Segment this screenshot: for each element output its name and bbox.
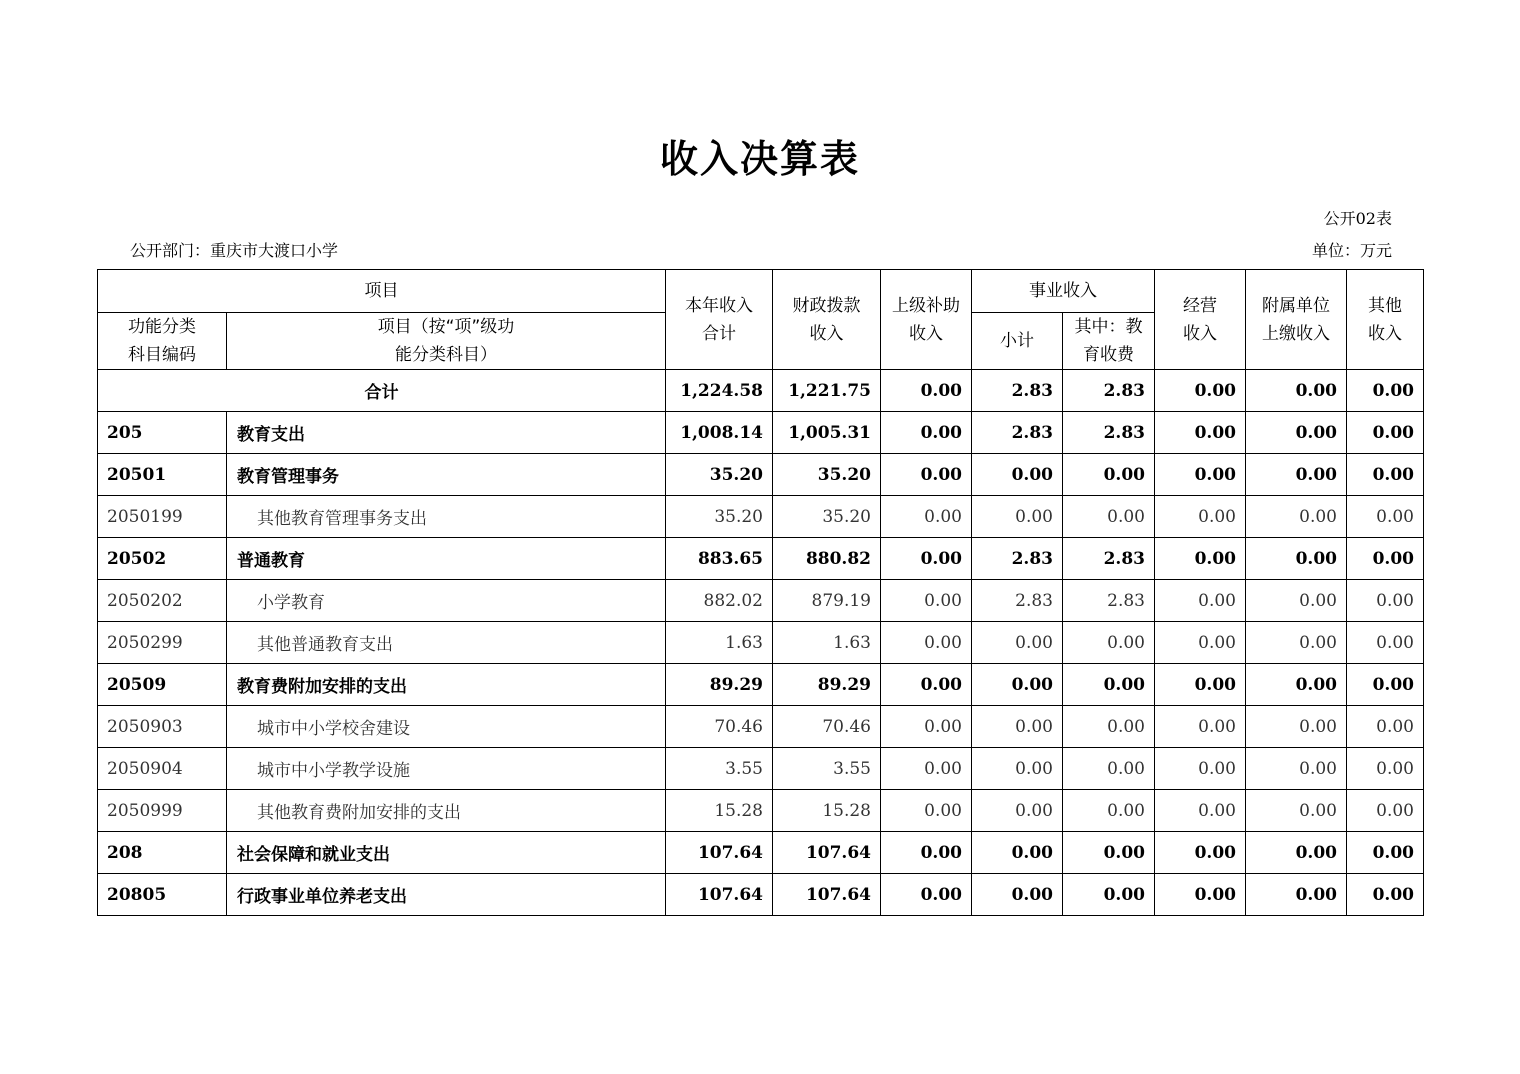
row-value: 0.00 — [1246, 496, 1347, 538]
row-value: 0.00 — [1246, 832, 1347, 874]
row-value: 2.83 — [1063, 412, 1155, 454]
row-value: 0.00 — [1347, 706, 1424, 748]
row-value: 15.28 — [666, 790, 773, 832]
row-code: 20502 — [98, 538, 227, 580]
row-value: 2.83 — [1063, 580, 1155, 622]
row-value: 2.83 — [972, 580, 1063, 622]
header-total — [666, 270, 773, 370]
row-value: 0.00 — [1063, 622, 1155, 664]
table-row — [98, 622, 1424, 664]
page-title: 收入决算表 — [659, 137, 860, 181]
header-superior — [881, 270, 972, 370]
header-business-group: 事业收入 — [972, 270, 1155, 313]
row-code: 2050202 — [98, 580, 227, 622]
row-value: 0.00 — [972, 496, 1063, 538]
row-value: 0.00 — [1155, 832, 1246, 874]
row-value: 0.00 — [972, 874, 1063, 916]
row-value: 0.00 — [881, 496, 972, 538]
total-cell: 0.00 — [1347, 370, 1424, 412]
header-name — [227, 313, 666, 370]
row-value: 0.00 — [1246, 454, 1347, 496]
row-value: 0.00 — [1155, 664, 1246, 706]
row-name: 小学教育 — [227, 580, 666, 622]
row-value: 882.02 — [666, 580, 773, 622]
row-value: 1,008.14 — [666, 412, 773, 454]
row-code: 208 — [98, 832, 227, 874]
row-value: 0.00 — [1155, 748, 1246, 790]
header-fiscal-text: 财政拨款收入 — [792, 295, 861, 344]
row-value: 0.00 — [1155, 622, 1246, 664]
row-value: 0.00 — [1155, 706, 1246, 748]
header-superior-text: 上级补助收入 — [891, 295, 960, 344]
row-value: 0.00 — [972, 454, 1063, 496]
row-code: 205 — [98, 412, 227, 454]
header-business-edu-text: 其中：教育收费 — [1074, 317, 1143, 365]
table-row — [98, 706, 1424, 748]
row-value: 0.00 — [972, 832, 1063, 874]
row-name: 教育管理事务 — [227, 454, 666, 496]
table-row — [98, 496, 1424, 538]
unit-label: 单位：万元 — [1311, 241, 1392, 260]
row-value: 0.00 — [1246, 580, 1347, 622]
table-row — [98, 874, 1424, 916]
row-value: 0.00 — [1347, 496, 1424, 538]
row-value: 0.00 — [1246, 874, 1347, 916]
total-cell: 1,221.75 — [773, 370, 881, 412]
header-other — [1347, 270, 1424, 370]
row-value: 0.00 — [881, 622, 972, 664]
header-project-group: 项目 — [98, 270, 666, 313]
row-value: 0.00 — [881, 748, 972, 790]
row-name: 其他普通教育支出 — [227, 622, 666, 664]
total-cell: 2.83 — [1063, 370, 1155, 412]
row-value: 0.00 — [1246, 748, 1347, 790]
row-name: 教育支出 — [227, 412, 666, 454]
row-value: 0.00 — [1347, 790, 1424, 832]
row-value: 0.00 — [881, 874, 972, 916]
row-name: 教育费附加安排的支出 — [227, 664, 666, 706]
row-value: 89.29 — [773, 664, 881, 706]
table-row — [98, 790, 1424, 832]
row-value: 0.00 — [1347, 538, 1424, 580]
row-value: 107.64 — [773, 832, 881, 874]
row-value: 0.00 — [881, 454, 972, 496]
row-value: 0.00 — [881, 412, 972, 454]
row-value: 107.64 — [773, 874, 881, 916]
department-label: 公开部门：重庆市大渡口小学 — [130, 241, 339, 260]
row-value: 35.20 — [666, 454, 773, 496]
row-value: 0.00 — [881, 580, 972, 622]
row-value: 0.00 — [1246, 622, 1347, 664]
row-code: 2050999 — [98, 790, 227, 832]
row-value: 0.00 — [1246, 790, 1347, 832]
row-value: 0.00 — [1347, 412, 1424, 454]
row-code: 2050904 — [98, 748, 227, 790]
header-fiscal — [773, 270, 881, 370]
total-cell: 1,224.58 — [666, 370, 773, 412]
row-value: 1,005.31 — [773, 412, 881, 454]
row-value: 35.20 — [773, 454, 881, 496]
header-other-text: 其他收入 — [1368, 295, 1402, 344]
row-name: 其他教育管理事务支出 — [227, 496, 666, 538]
total-cell: 0.00 — [881, 370, 972, 412]
row-value: 35.20 — [773, 496, 881, 538]
row-value: 0.00 — [1155, 874, 1246, 916]
row-value: 0.00 — [881, 706, 972, 748]
row-value: 0.00 — [1347, 454, 1424, 496]
row-value: 0.00 — [1155, 454, 1246, 496]
row-value: 0.00 — [881, 790, 972, 832]
row-value: 0.00 — [972, 622, 1063, 664]
total-cell: 0.00 — [1246, 370, 1347, 412]
row-code: 20509 — [98, 664, 227, 706]
row-value: 0.00 — [881, 832, 972, 874]
header-operating — [1155, 270, 1246, 370]
header-business-subtotal: 小计 — [972, 313, 1063, 370]
row-value: 0.00 — [1155, 538, 1246, 580]
row-name: 城市中小学教学设施 — [227, 748, 666, 790]
row-code: 2050903 — [98, 706, 227, 748]
table-row — [98, 538, 1424, 580]
header-operating-text: 经营收入 — [1183, 295, 1217, 344]
row-value: 0.00 — [1347, 832, 1424, 874]
row-code: 20805 — [98, 874, 227, 916]
header-business-edu — [1063, 313, 1155, 370]
row-value: 0.00 — [1063, 748, 1155, 790]
row-value: 0.00 — [1063, 496, 1155, 538]
row-value: 70.46 — [773, 706, 881, 748]
row-name: 其他教育费附加安排的支出 — [227, 790, 666, 832]
total-cell: 0.00 — [1155, 370, 1246, 412]
row-value: 0.00 — [1246, 538, 1347, 580]
row-value: 0.00 — [1063, 664, 1155, 706]
row-code: 20501 — [98, 454, 227, 496]
row-value: 0.00 — [972, 790, 1063, 832]
row-value: 107.64 — [666, 874, 773, 916]
row-value: 0.00 — [1347, 748, 1424, 790]
row-value: 0.00 — [1155, 412, 1246, 454]
row-name: 行政事业单位养老支出 — [227, 874, 666, 916]
row-value: 1.63 — [773, 622, 881, 664]
row-value: 3.55 — [773, 748, 881, 790]
row-value: 0.00 — [1347, 580, 1424, 622]
row-value: 0.00 — [1347, 664, 1424, 706]
row-value: 0.00 — [1155, 580, 1246, 622]
row-value: 0.00 — [1063, 790, 1155, 832]
row-value: 880.82 — [773, 538, 881, 580]
income-final-accounts-table — [97, 269, 1424, 916]
row-name: 普通教育 — [227, 538, 666, 580]
row-value: 0.00 — [1246, 664, 1347, 706]
row-value: 1.63 — [666, 622, 773, 664]
row-value: 35.20 — [666, 496, 773, 538]
row-value: 0.00 — [1246, 412, 1347, 454]
header-code — [98, 313, 227, 370]
table-row — [98, 412, 1424, 454]
row-value: 0.00 — [1063, 874, 1155, 916]
row-value: 0.00 — [1063, 706, 1155, 748]
table-row — [98, 832, 1424, 874]
row-value: 0.00 — [1155, 790, 1246, 832]
total-label: 合计 — [98, 370, 666, 412]
total-row — [98, 370, 1424, 412]
row-value: 0.00 — [881, 664, 972, 706]
row-value: 0.00 — [1063, 832, 1155, 874]
form-number: 公开02表 — [1323, 209, 1392, 228]
header-name-text: 项目（按“项”级功能分类科目） — [377, 317, 515, 365]
row-value: 0.00 — [972, 748, 1063, 790]
row-value: 89.29 — [666, 664, 773, 706]
row-value: 0.00 — [1347, 874, 1424, 916]
row-value: 2.83 — [972, 412, 1063, 454]
table-row — [98, 664, 1424, 706]
table-row — [98, 580, 1424, 622]
row-name: 社会保障和就业支出 — [227, 832, 666, 874]
row-value: 0.00 — [881, 538, 972, 580]
table-row — [98, 454, 1424, 496]
row-value: 3.55 — [666, 748, 773, 790]
row-code: 2050199 — [98, 496, 227, 538]
header-affiliate — [1246, 270, 1347, 370]
row-value: 0.00 — [972, 664, 1063, 706]
total-cell: 2.83 — [972, 370, 1063, 412]
row-value: 15.28 — [773, 790, 881, 832]
row-value: 2.83 — [1063, 538, 1155, 580]
row-code: 2050299 — [98, 622, 227, 664]
header-total-text: 本年收入合计 — [684, 295, 753, 344]
row-value: 0.00 — [1246, 706, 1347, 748]
row-value: 0.00 — [1347, 622, 1424, 664]
row-value: 879.19 — [773, 580, 881, 622]
header-code-text: 功能分类科目编码 — [127, 317, 196, 365]
row-value: 883.65 — [666, 538, 773, 580]
table-row — [98, 748, 1424, 790]
header-affiliate-text: 附属单位上缴收入 — [1261, 295, 1330, 344]
row-value: 2.83 — [972, 538, 1063, 580]
row-name: 城市中小学校舍建设 — [227, 706, 666, 748]
row-value: 0.00 — [972, 706, 1063, 748]
row-value: 0.00 — [1063, 454, 1155, 496]
row-value: 0.00 — [1155, 496, 1246, 538]
row-value: 107.64 — [666, 832, 773, 874]
row-value: 70.46 — [666, 706, 773, 748]
